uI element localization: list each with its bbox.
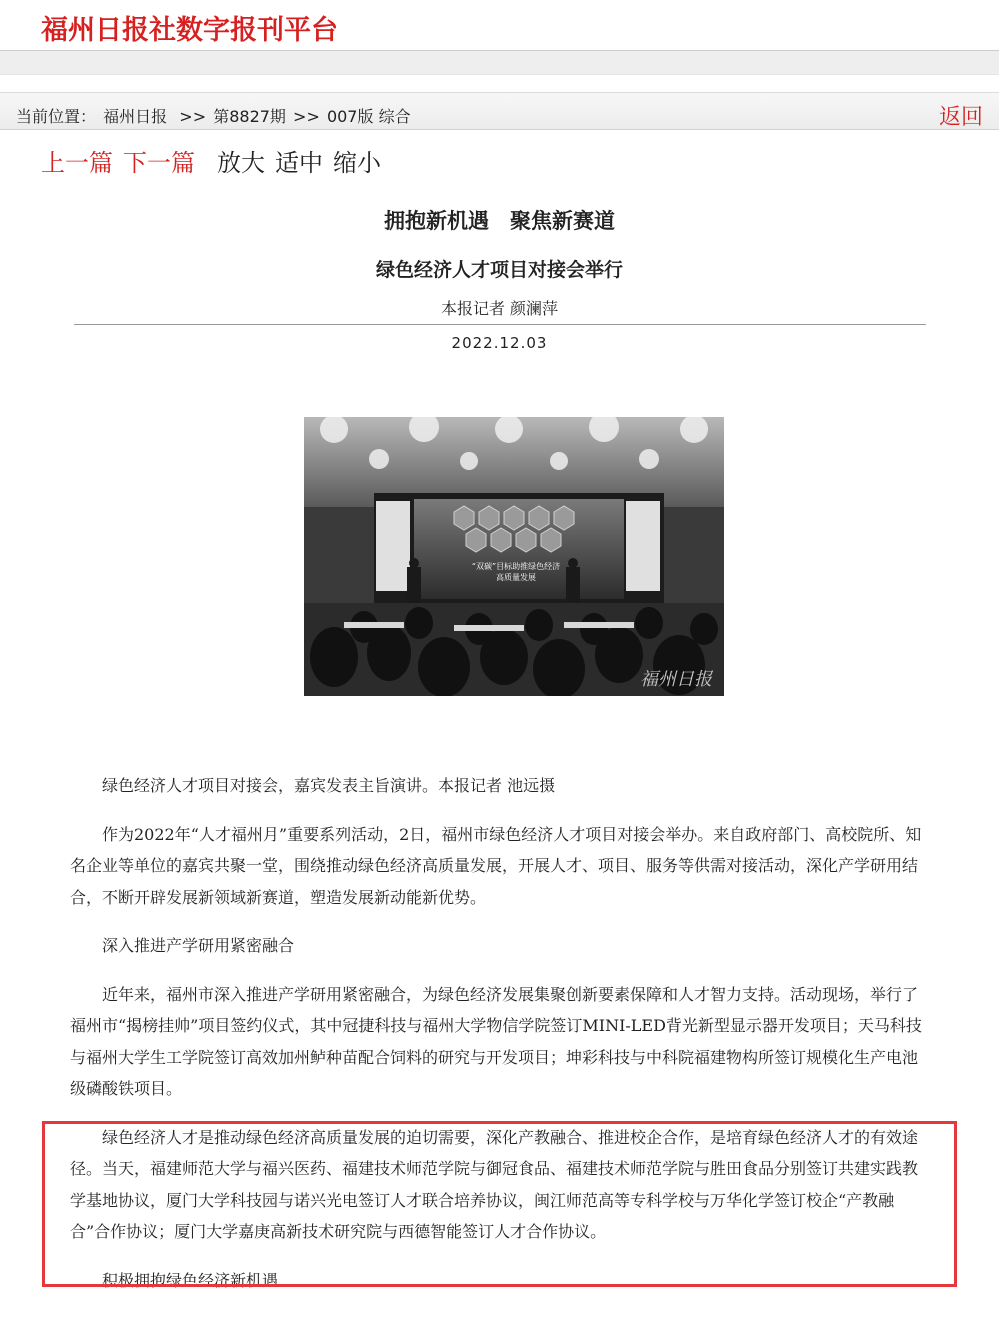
article-paragraph: 作为2022年“人才福州月”重要系列活动，2日，福州市绿色经济人才项目对接会举办。来自政府部门、高校院所、知名企业等单位的嘉宾共聚一堂，围绕推动绿色经济高质量发展，开展人才、项目、服务等供需对接活动，深化产学研用结合，不断开辟发展新领域新赛道，塑造发展新动能新优势。 — [70, 824, 922, 907]
article-subheadline: 绿色经济人才项目对接会举行 — [375, 259, 623, 281]
breadcrumb-separator: >> — [293, 107, 320, 126]
article-nav — [41, 143, 391, 178]
photo-watermark: 福州日报 — [640, 669, 712, 690]
breadcrumb-separator: >> — [179, 107, 207, 126]
article-paragraph-highlighted: 绿色经济人才是推动绿色经济高质量发展的迫切需要，深化产教融合、推进校企合作，是培育绿色经济人才的有效途径。当天，福建师范大学与福兴医药、福建技术师范学院与御冠食品、福建技术师范学院与胜田食品分别签订共建实践教学基地协议，厦门大学科技园与诺兴光电签订人才联合培养协议，闽江师范高等专科学校与万华化学签订校企“产教融合”合作协议；厦门大学嘉庚高新技术研究院与西德智能签订人才合作协议。 — [70, 1127, 919, 1241]
prev-article-link[interactable]: 上一篇 — [41, 149, 113, 177]
back-link[interactable]: 返回 — [938, 105, 983, 130]
zoom-in-link[interactable]: 放大 — [217, 149, 265, 177]
zoom-out-link[interactable]: 缩小 — [333, 149, 381, 177]
header-divider-bar — [0, 50, 999, 75]
article-date: 2022.12.03 — [451, 334, 548, 352]
breadcrumb — [16, 104, 413, 127]
zoom-fit-link[interactable]: 适中 — [275, 149, 323, 177]
screen-text: “双碳”目标助推绿色经济 — [471, 562, 561, 571]
breadcrumb-issue-link[interactable]: 第8827期 — [213, 107, 286, 126]
section-subheading: 深入推进产学研用紧密融合 — [102, 936, 295, 955]
article-photo — [304, 417, 724, 696]
section-subheading: 积极拥抱绿色经济新机遇 — [102, 1270, 279, 1290]
article-body — [70, 770, 930, 1313]
title-divider — [74, 324, 926, 325]
screen-text: 高质量发展 — [496, 573, 536, 582]
article-headline: 拥抱新机遇 聚焦新赛道 — [384, 209, 615, 233]
site-title: 福州日报社数字报刊平台 — [41, 15, 338, 46]
breadcrumb-paper-link[interactable]: 福州日报 — [103, 107, 168, 126]
article-paragraph: 近年来，福州市深入推进产学研用紧密融合，为绿色经济发展集聚创新要素保障和人才智力支持。活动现场，举行了福州市“揭榜挂帅”项目签约仪式，其中冠捷科技与福州大学物信学院签订MINI-LED背光新型显示器开发项目；天马科技与福州大学生工学院签订高效加州鲈种苗配合饲料的研究与开发项目；坤彩科技与中科院福建物构所签订规模化生产电池级磷酸铁项目。 — [70, 984, 922, 1098]
breadcrumb-page-link[interactable]: 007版 综合 — [326, 107, 411, 126]
photo-caption: 绿色经济人才项目对接会，嘉宾发表主旨演讲。本报记者 池远摄 — [102, 776, 556, 795]
breadcrumb-label: 当前位置： — [16, 107, 97, 126]
next-article-link[interactable]: 下一篇 — [123, 149, 195, 177]
article-byline: 本报记者 颜澜萍 — [440, 299, 559, 318]
